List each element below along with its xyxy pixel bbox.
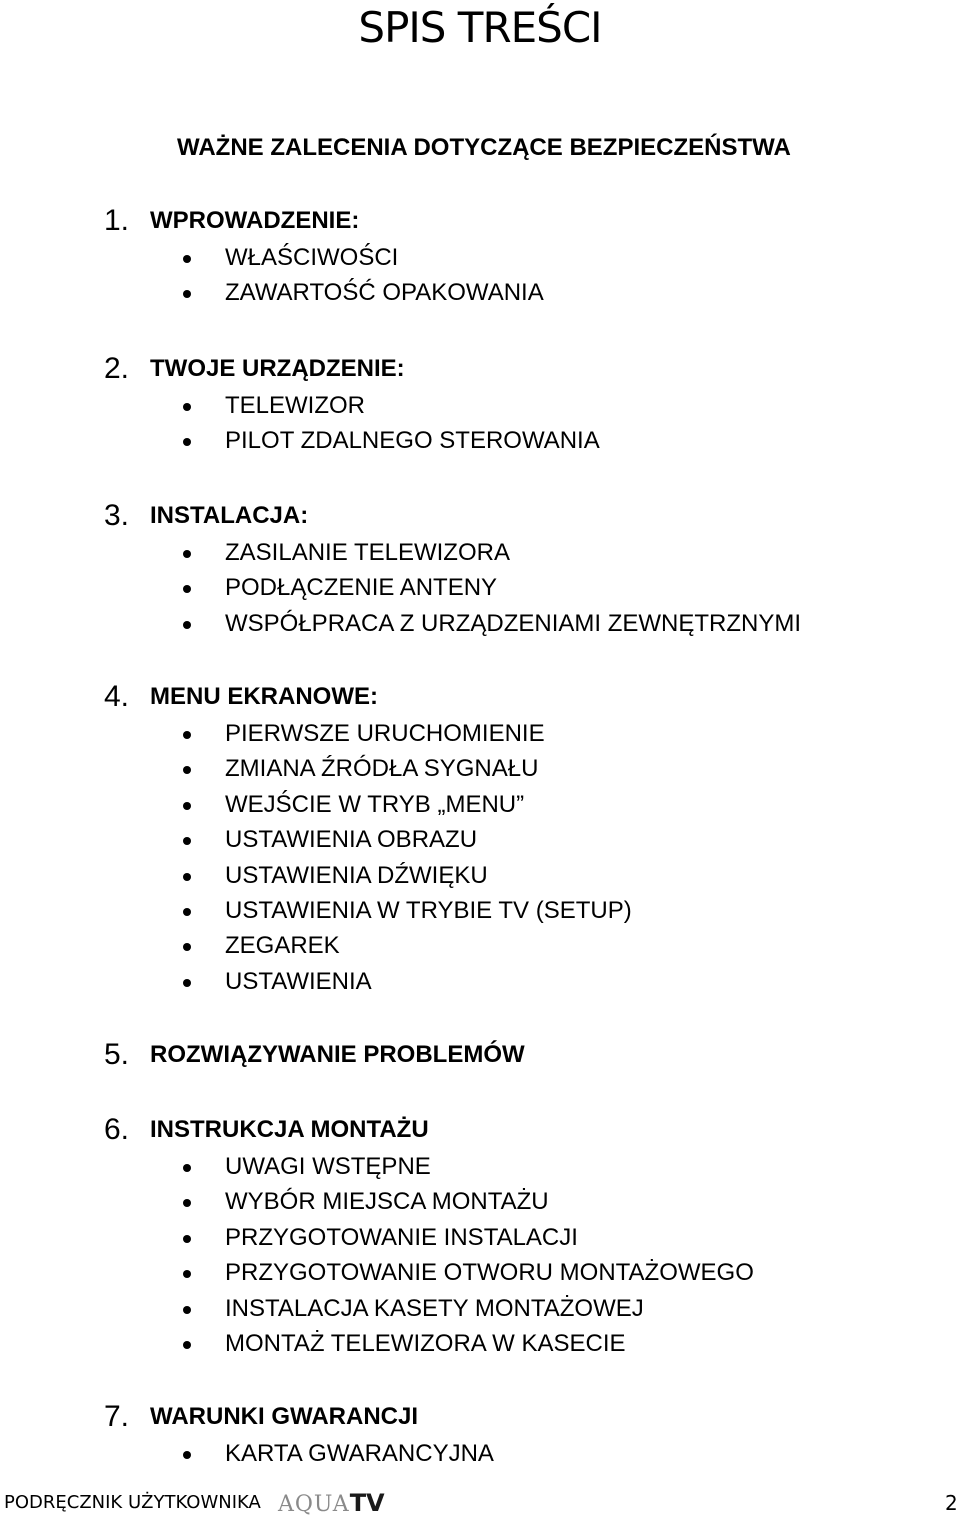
section-number: 5. xyxy=(104,1038,130,1071)
bullet-icon xyxy=(183,1306,191,1314)
aquatv-logo xyxy=(278,1489,385,1515)
section-title: TWOJE URZĄDZENIE: xyxy=(150,355,405,382)
section-items xyxy=(0,243,960,314)
section-items xyxy=(0,1439,960,1474)
bullet-icon xyxy=(183,873,191,881)
list-item: WSPÓŁPRACA Z URZĄDZENIAMI ZEWNĘTRZNYMI xyxy=(0,609,960,644)
footer-text: PODRĘCZNIK UŻYTKOWNIKA xyxy=(4,1492,261,1513)
bullet-icon xyxy=(183,731,191,739)
list-item: PILOT ZDALNEGO STEROWANIA xyxy=(0,426,960,461)
bullet-icon xyxy=(183,802,191,810)
list-item: PODŁĄCZENIE ANTENY xyxy=(0,573,960,608)
section-number: 1. xyxy=(104,204,130,237)
bullet-icon xyxy=(183,908,191,916)
bullet-icon xyxy=(183,1270,191,1278)
list-item: ZAWARTOŚĆ OPAKOWANIA xyxy=(0,278,960,313)
bullet-icon xyxy=(183,550,191,558)
list-item: INSTALACJA KASETY MONTAŻOWEJ xyxy=(0,1294,960,1329)
list-item: USTAWIENIA OBRAZU xyxy=(0,825,960,860)
list-item: ZASILANIE TELEWIZORA xyxy=(0,538,960,573)
bullet-icon xyxy=(183,621,191,629)
list-item: PRZYGOTOWANIE OTWORU MONTAŻOWEGO xyxy=(0,1258,960,1293)
section-title: INSTRUKCJA MONTAŻU xyxy=(150,1116,429,1143)
page-footer xyxy=(0,1487,960,1517)
section-number: 6. xyxy=(104,1113,130,1146)
bullet-icon xyxy=(183,1199,191,1207)
bullet-icon xyxy=(183,766,191,774)
bullet-icon xyxy=(183,1451,191,1459)
section-items xyxy=(0,391,960,462)
bullet-icon xyxy=(183,438,191,446)
section-title: ROZWIĄZYWANIE PROBLEMÓW xyxy=(150,1041,525,1068)
list-item: WŁAŚCIWOŚCI xyxy=(0,243,960,278)
list-item: WYBÓR MIEJSCA MONTAŻU xyxy=(0,1187,960,1222)
list-item: PIERWSZE URUCHOMIENIE xyxy=(0,719,960,754)
list-item: TELEWIZOR xyxy=(0,391,960,426)
list-item: ZMIANA ŹRÓDŁA SYGNAŁU xyxy=(0,754,960,789)
list-item: ZEGAREK xyxy=(0,931,960,966)
section-title: MENU EKRANOWE: xyxy=(150,683,378,710)
section-items xyxy=(0,538,960,644)
bullet-icon xyxy=(183,1235,191,1243)
bullet-icon xyxy=(183,979,191,987)
section-number: 2. xyxy=(104,352,130,385)
bullet-icon xyxy=(183,585,191,593)
list-item: PRZYGOTOWANIE INSTALACJI xyxy=(0,1223,960,1258)
section-items xyxy=(0,719,960,1002)
logo-aqua-text: AQUA xyxy=(278,1492,350,1517)
list-item: WEJŚCIE W TRYB „MENU” xyxy=(0,790,960,825)
list-item: MONTAŻ TELEWIZORA W KASECIE xyxy=(0,1329,960,1364)
logo-tv-text: TV xyxy=(349,1489,385,1517)
section-items xyxy=(0,1152,960,1364)
page-title: SPIS TREŚCI xyxy=(358,3,602,52)
bullet-icon xyxy=(183,1341,191,1349)
list-item: USTAWIENIA W TRYBIE TV (SETUP) xyxy=(0,896,960,931)
list-item: USTAWIENIA xyxy=(0,967,960,1002)
bullet-icon xyxy=(183,943,191,951)
list-item: UWAGI WSTĘPNE xyxy=(0,1152,960,1187)
list-item: KARTA GWARANCYJNA xyxy=(0,1439,960,1474)
section-number: 3. xyxy=(104,499,130,532)
section-title: INSTALACJA: xyxy=(150,502,309,529)
bullet-icon xyxy=(183,403,191,411)
bullet-icon xyxy=(183,255,191,263)
section-number: 4. xyxy=(104,680,130,713)
bullet-icon xyxy=(183,290,191,298)
bullet-icon xyxy=(183,837,191,845)
safety-heading: WAŻNE ZALECENIA DOTYCZĄCE BEZPIECZEŃSTWA xyxy=(177,134,791,161)
list-item: USTAWIENIA DŹWIĘKU xyxy=(0,861,960,896)
page-number: 2 xyxy=(945,1491,958,1515)
section-number: 7. xyxy=(104,1400,130,1433)
section-title: WARUNKI GWARANCJI xyxy=(150,1403,418,1430)
section-title: WPROWADZENIE: xyxy=(150,207,360,234)
bullet-icon xyxy=(183,1164,191,1172)
